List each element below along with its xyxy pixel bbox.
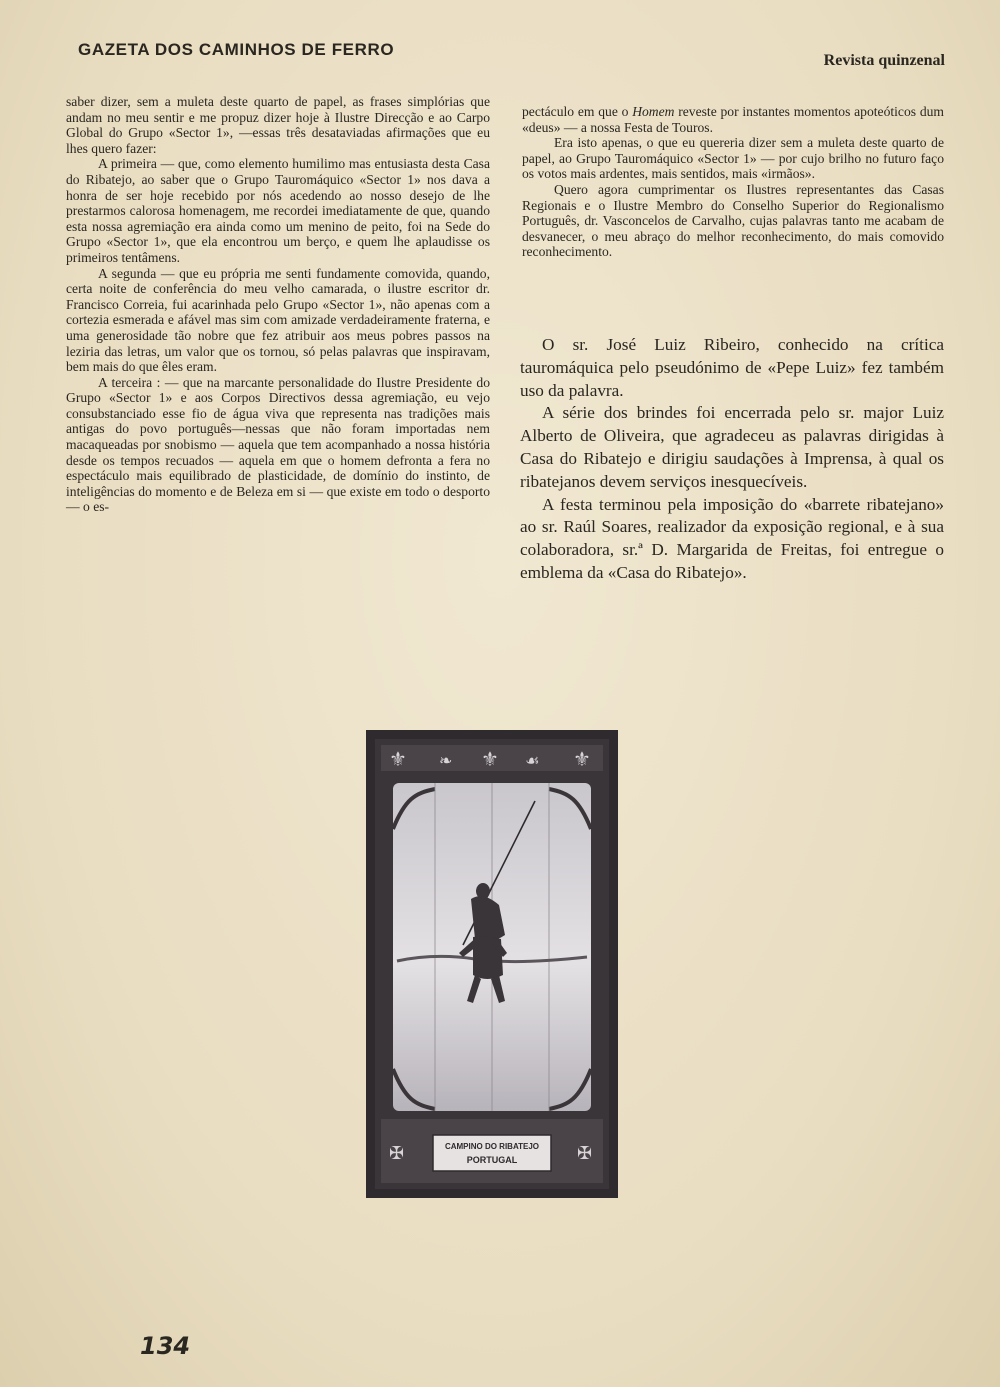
right-large-paragraph-2: A série dos brindes foi encerrada pelo sr. major Luiz Alberto de Oliveira, que agradeceu as palavras dirigidas à Casa do Ribatejo e dirigiu saudações à Imprensa, à qual os ribatejanos devem serviços inesquecíveis. xyxy=(520,403,944,491)
right-small-paragraph-1 xyxy=(522,104,944,135)
right-column-large-text xyxy=(520,334,944,585)
right-column-small-text xyxy=(522,104,944,260)
tile-caption-line-1: CAMPINO DO RIBATEJO xyxy=(444,1142,540,1151)
running-header-title: GAZETA DOS CAMINHOS DE FERRO xyxy=(78,40,395,59)
right-small-p1-before: pectáculo em que o xyxy=(522,104,633,119)
running-header-subtitle: Revista quinzenal xyxy=(823,52,945,69)
azulejo-illustration xyxy=(366,730,618,1198)
right-small-paragraph-3: Quero agora cumprimentar os Ilustres representantes das Casas Regionais e o Ilustre Membro do Conselho Superior do Regionalismo Português, dr. Vasconcelos de Carvalho, cujas palavras tanto me acabam de desvanecer, o meu abraço do melhor reconhecimento, do mais comovido reconhecimento. xyxy=(522,181,944,260)
svg-text:⚜: ⚜ xyxy=(573,747,591,771)
azulejo-tile-svg xyxy=(375,739,609,1189)
left-paragraph-2: A primeira — que, como elemento humilimo mas entusiasta desta Casa do Ribatejo, ao saber que o Grupo Tauromáquico «Sector 1» nos dava a honra de ser hoje recebido por nós acedendo ao nosso desejo de lhe prestarmos calorosa homenagem, me recordei imediatamente de que, quando esta nossa agremiação era ainda como um menino de peito, foi na Sede do Grupo «Sector 1», que ela encontrou um berço, e quem lhe aplaudisse os primeiros tentâmens. xyxy=(66,156,490,265)
left-paragraph-3: A segunda — que eu própria me senti fundamente comovida, quando, certa noite de conferência do meu velho camarada, o ilustre escritor dr. Francisco Correia, fui acarinhada pelo Grupo «Sector 1», não apenas com a cortezia esmerada e afável mas sim com amizade verdadeiramente fraterna, e uma generosidade tão nobre que fez atribuir aos meus pobres passos na leziria das letras, um valor que os tornou, só pelas palavras que inspiravam, bem mais do que êles eram. xyxy=(66,265,490,375)
bottom-ornament-band xyxy=(381,1119,603,1183)
svg-text:✠: ✠ xyxy=(389,1143,405,1164)
left-paragraph-1: saber dizer, sem a muleta deste quarto de papel, as frases simplórias que andam no meu sentir e me propuz dizer hoje à Ilustre Direcção e ao Carpo Global do Grupo «Sector 1», —essas três desataviadas afirmações que eu lhes quero fazer: xyxy=(66,94,490,156)
svg-text:⚜: ⚜ xyxy=(481,747,499,771)
right-small-p1-after: reveste por instantes momentos apoteóticos dum «deus» — a nossa Festa de Touros. xyxy=(522,104,944,135)
right-large-paragraph-1: O sr. José Luiz Ribeiro, conhecido na crítica tauromáquica pelo pseudónimo de «Pepe Luiz» fez também uso da palavra. xyxy=(520,335,944,400)
svg-text:⚜: ⚜ xyxy=(389,747,407,771)
right-small-paragraph-2: Era isto apenas, o que eu quereria dizer sem a muleta deste quarto de papel, ao Grupo Tauromáquico «Sector 1» — por cujo brilho no futuro faço os votos mais ardentes, mais sentidos, mais «irmãos». xyxy=(522,135,944,182)
tile-caption-line-2: PORTUGAL xyxy=(466,1155,518,1165)
left-paragraph-4: A terceira : — que na marcante personalidade do Ilustre Presidente do Grupo «Sector 1» e aos Corpos Directivos dessa agremiação, eu vejo consubstanciado esse fio de água viva que representa nas tradições mais antigas do povo português—nessas que não foram importadas nem macaqueadas por snobismo — aquela que tem acompanhado a nossa história desde os tempos recuados — aquela em que o homem defronta a fera no espectáculo mais equilibrado de plasticidade, de domínio do instinto, de inteligências do momento e de Beleza em si — que existe em todo o desporto — o es- xyxy=(66,374,490,515)
right-small-p1-emphasis: Homem xyxy=(632,104,675,119)
left-column xyxy=(66,94,490,515)
right-large-paragraph-3: A festa terminou pela imposição do «barrete ribatejano» ao sr. Raúl Soares, realizador da exposição regional, e à sua colaboradora, sr.ª D. Margarida de Freitas, foi entregue o emblema da «Casa do Ribatejo». xyxy=(520,494,944,582)
svg-text:✠: ✠ xyxy=(577,1143,593,1164)
svg-text:☙: ☙ xyxy=(525,751,540,770)
svg-text:❧: ❧ xyxy=(439,751,453,770)
page-number: 134 xyxy=(140,1332,191,1360)
top-ornament-band xyxy=(381,745,603,771)
